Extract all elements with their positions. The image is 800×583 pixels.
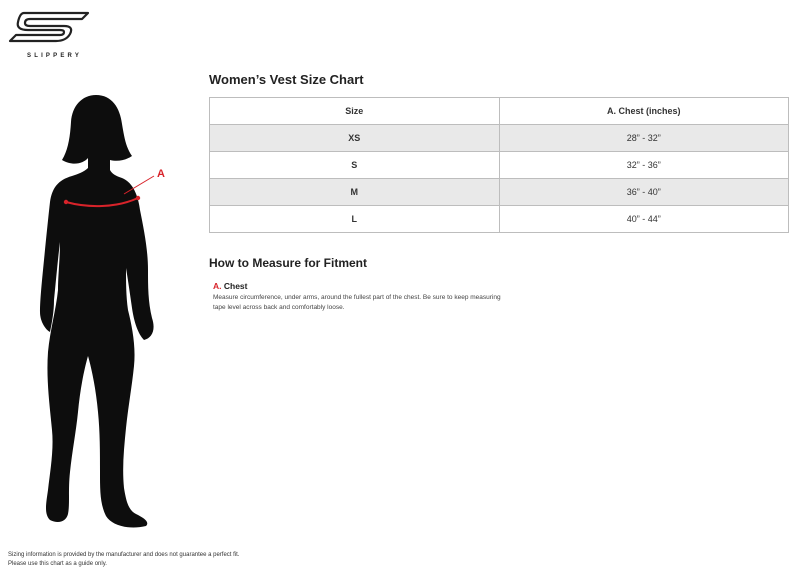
table-header-row bbox=[210, 98, 789, 125]
table-row bbox=[210, 206, 789, 233]
table-row bbox=[210, 125, 789, 152]
disclaimer-line: Sizing information is provided by the manufacturer and does not guarantee a perfect fit. bbox=[8, 552, 240, 558]
brand-wordmark: SLIPPERY bbox=[27, 53, 83, 59]
size-cell: S bbox=[210, 152, 500, 179]
size-column-header: Size bbox=[210, 98, 500, 125]
chest-cell: 36” - 40” bbox=[499, 179, 789, 206]
size-chart-table bbox=[209, 97, 789, 233]
chest-measure-letter: A. bbox=[213, 281, 222, 291]
chest-measure-left-point bbox=[64, 200, 68, 204]
chest-cell: 40” - 44” bbox=[499, 206, 789, 233]
size-chart-title: Women’s Vest Size Chart bbox=[209, 72, 364, 87]
slippery-logo-icon bbox=[8, 10, 92, 44]
table-row bbox=[210, 179, 789, 206]
disclaimer-line: Please use this chart as a guide only. bbox=[8, 561, 107, 567]
chest-column-header: A. Chest (inches) bbox=[499, 98, 789, 125]
size-cell: M bbox=[210, 179, 500, 206]
chest-cell: 28” - 32” bbox=[499, 125, 789, 152]
how-to-measure-title: How to Measure for Fitment bbox=[209, 256, 368, 270]
sizing-disclaimer bbox=[8, 551, 239, 569]
size-cell: L bbox=[210, 206, 500, 233]
chest-cell: 32” - 36” bbox=[499, 152, 789, 179]
chest-marker-label: A bbox=[157, 168, 165, 180]
table-row bbox=[210, 152, 789, 179]
chest-measure-name: Chest bbox=[223, 281, 248, 291]
chest-measure-description: Measure circumference, under arms, around the fullest part of the chest. Be sure to keep measuring tape level across back and comfortably loose. bbox=[213, 294, 501, 311]
brand-logo bbox=[8, 10, 92, 59]
size-cell: XS bbox=[210, 125, 500, 152]
chest-measure-heading bbox=[213, 281, 248, 291]
woman-silhouette-figure bbox=[28, 90, 178, 535]
chest-measure-right-point bbox=[136, 196, 140, 200]
